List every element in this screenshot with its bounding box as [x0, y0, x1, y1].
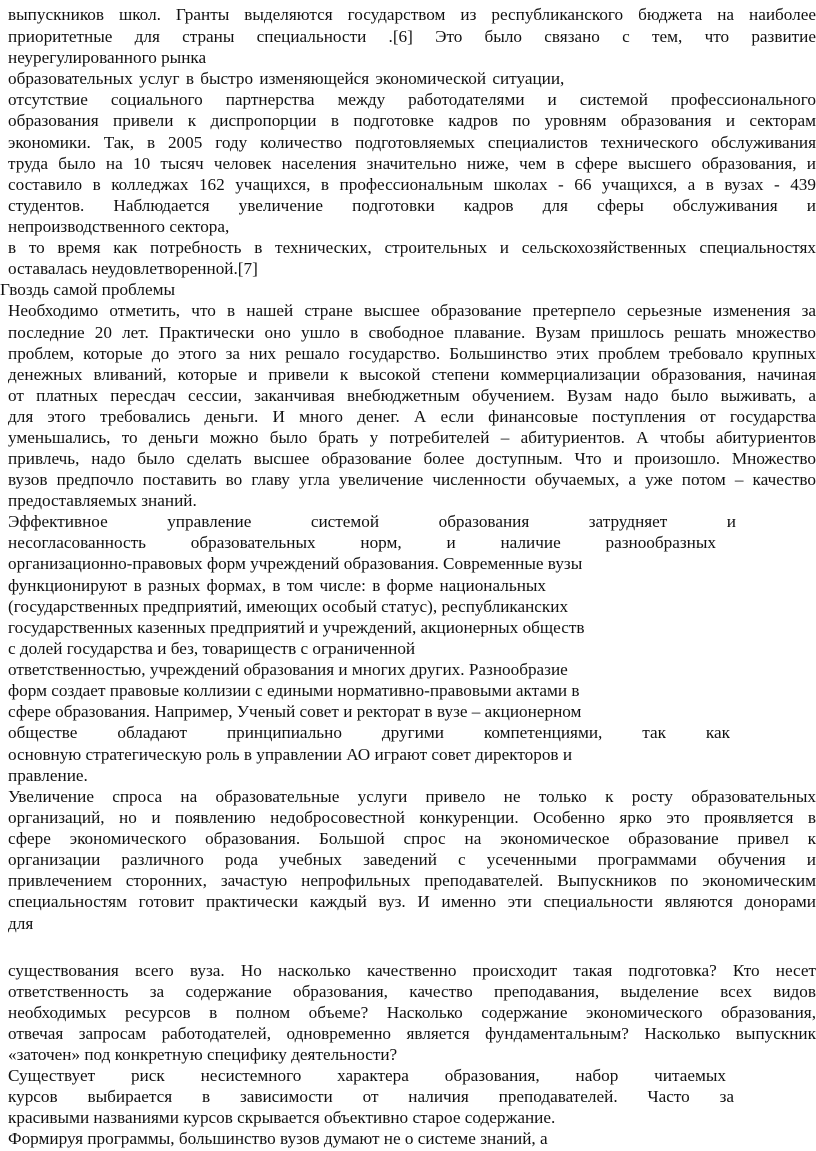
- text-line: студентов. Наблюдается увеличение подготовки кадров для сферы обслуживания и: [8, 196, 816, 215]
- text-line: форм создает правовые коллизии с едиными нормативно-правовыми актами в: [8, 681, 580, 700]
- text-line: от платных пересдач сессии, заканчивая внебюджетным обучением. Вузам надо было выживать, а: [8, 386, 816, 405]
- text-line: проблем, которые до этого за них решало государство. Большинство этих проблем требовало крупных: [8, 344, 816, 363]
- text-line: выпускников школ. Гранты выделяются государством из республиканского бюджета на наиболее: [8, 5, 816, 24]
- text-line: образования привели к диспропорции в подготовке кадров по уровням образования и секторам: [8, 111, 816, 130]
- text-line: уменьшались, то деньги можно было брать у потребителей – абитуриентов. А чтобы абитуриентов: [8, 428, 816, 447]
- section-heading: Гвоздь самой проблемы: [0, 280, 175, 299]
- text-line: обществе обладают принципиально другими компетенциями, так как: [8, 723, 730, 742]
- text-line: непроизводственного сектора,: [8, 217, 230, 236]
- text-line: приоритетные для страны специальности .[6] Это было связано с тем, что развитие: [8, 27, 816, 46]
- text-line: в то время как потребность в технических, строительных и сельскохозяйственных специальностях: [8, 238, 816, 257]
- text-line: отсутствие социального партнерства между работодателями и системой профессионального: [8, 90, 816, 109]
- text-line: сфере образования. Например, Ученый совет и ректорат в вузе – акционерном: [8, 702, 582, 721]
- text-line: организаций, но и появлению недобросовестной конкуренции. Особенно ярко это проявляется в: [8, 808, 816, 827]
- text-line: Формируя программы, большинство вузов думают не о системе знаний, а: [8, 1129, 548, 1148]
- text-line: для этого требовались деньги. И много денег. А если финансовые поступления от государства: [8, 407, 816, 426]
- text-line: функционируют в разных формах, в том числе: в форме национальных: [8, 576, 547, 595]
- text-line: Увеличение спроса на образовательные услуги привело не только к росту образовательных: [8, 787, 816, 806]
- text-line: предоставляемых знаний.: [8, 491, 197, 510]
- text-line: с долей государства и без, товариществ с ограниченной: [8, 639, 416, 658]
- text-line: правление.: [8, 766, 88, 785]
- text-line: «заточен» под конкретную специфику деятельности?: [8, 1045, 398, 1064]
- text-line: ответственность за содержание образования, качество преподавания, выделение всех видов: [8, 982, 816, 1001]
- text-line: существования всего вуза. Но насколько качественно происходит такая подготовка? Кто несет: [8, 961, 816, 980]
- text-line: специальностям готовит практически каждый вуз. И именно эти специальности являются донорами: [8, 892, 816, 911]
- text-line: труда было на 10 тысяч человек населения значительно ниже, чем в сфере высшего образования, и: [8, 154, 816, 173]
- text-line: красивыми названиями курсов скрывается объективно старое содержание.: [8, 1108, 556, 1127]
- text-line: отвечая запросам работодателей, одновременно является фундаментальным? Насколько выпускник: [8, 1024, 816, 1043]
- text-line: ответственностью, учреждений образования и многих других. Разнообразие: [8, 660, 568, 679]
- text-line: составило в колледжах 162 учащихся, в профессиональным школах - 66 учащихся, а в вузах - 439: [8, 175, 816, 194]
- text-line: Существует риск несистемного характера образования, набор читаемых: [8, 1066, 726, 1085]
- text-line: основную стратегическую роль в управлении АО играют совет директоров и: [8, 745, 573, 764]
- text-line: вузов предпочло поставить во главу угла увеличение численности обучаемых, а уже потом – качество: [8, 470, 816, 489]
- text-line: государственных казенных предприятий и учреждений, акционерных обществ: [8, 618, 585, 637]
- text-line: организации различного рода учебных заведений с усеченными программами обучения и: [8, 850, 816, 869]
- text-line: несогласованность образовательных норм, и наличие разнообразных: [8, 533, 716, 552]
- text-line: привлечь, надо было сделать высшее образование более доступным. Что и произошло. Множество: [8, 449, 816, 468]
- text-line: оставалась неудовлетворенной.[7]: [8, 259, 258, 278]
- text-line: последние 20 лет. Практически оно ушло в свободное плавание. Вузам пришлось решать множество: [8, 323, 816, 342]
- text-line: неурегулированного рынка: [8, 48, 207, 67]
- text-line: привлечением сторонних, зачастую непрофильных преподавателей. Выпускников по экономическим: [8, 871, 816, 890]
- text-line: Эффективное управление системой образования затрудняет и: [8, 512, 736, 531]
- text-line: Необходимо отметить, что в нашей стране высшее образование претерпело серьезные изменения за: [8, 301, 816, 320]
- text-line: курсов выбирается в зависимости от наличия преподавателей. Часто за: [8, 1087, 734, 1106]
- text-line: денежных вливаний, которые и привели к высокой степени коммерциализации образования, начиная: [8, 365, 816, 384]
- text-line: сфере экономического образования. Большой спрос на экономическое образование привел к: [8, 829, 816, 848]
- text-line: организационно-правовых форм учреждений образования. Современные вузы: [8, 554, 583, 573]
- text-line: экономики. Так, в 2005 году количество подготовляемых специалистов технического обслуживания: [8, 133, 816, 152]
- text-line: образовательных услуг в быстро изменяющейся экономической ситуации,: [8, 69, 565, 88]
- text-line: для: [8, 914, 34, 933]
- text-line: (государственных предприятий, имеющих особый статус), республиканских: [8, 597, 569, 616]
- text-line: необходимых ресурсов в полном объеме? Насколько содержание экономического образования,: [8, 1003, 816, 1022]
